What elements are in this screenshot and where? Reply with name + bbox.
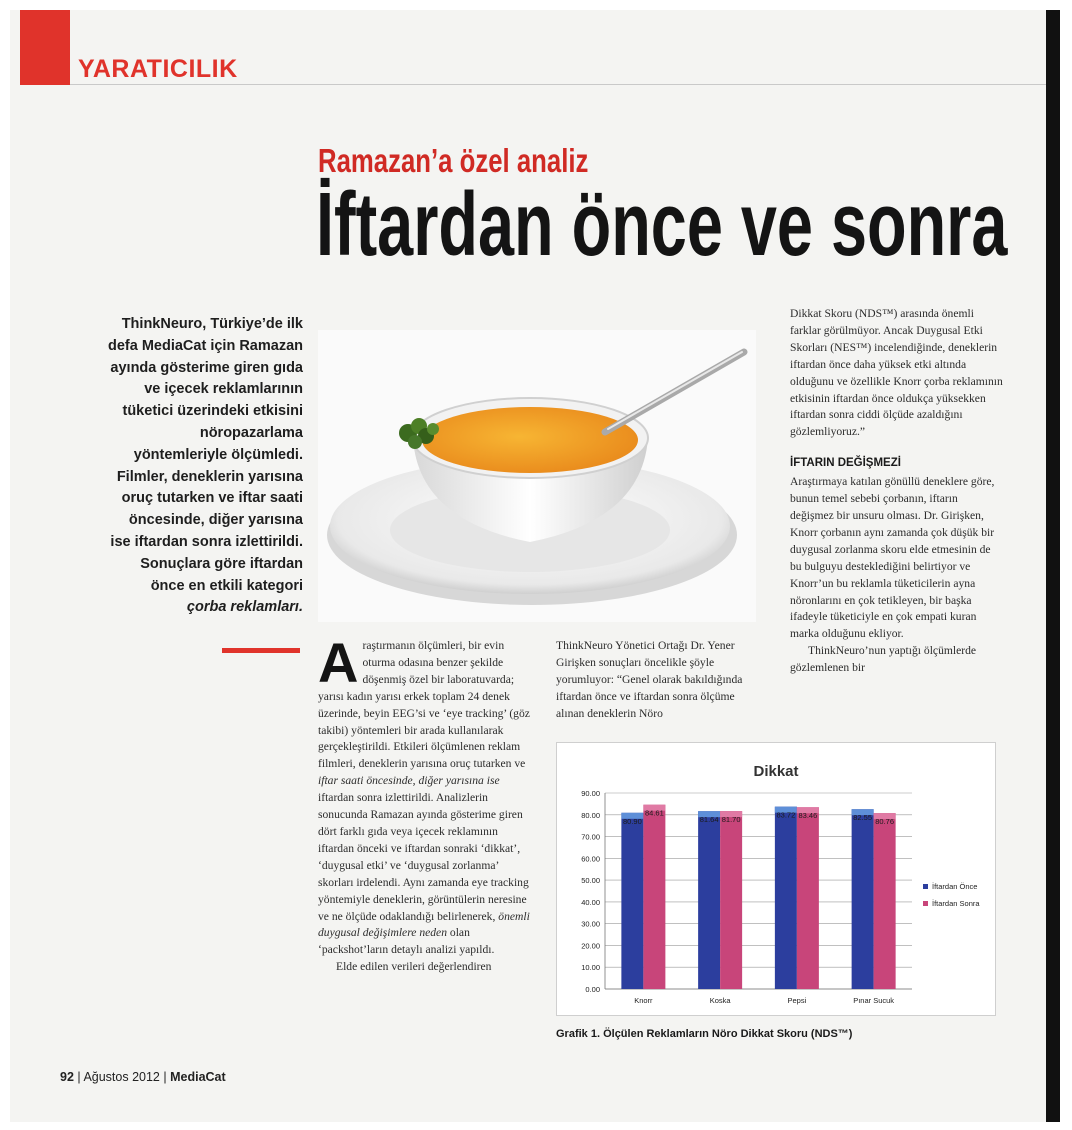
chart-caption: Grafik 1. Ölçülen Reklamların Nöro Dikkat Skoru (NDS™) (556, 1028, 853, 1040)
y-tick-label: 0.00 (585, 985, 600, 994)
soup-photo (318, 330, 756, 622)
data-label: 81.70 (721, 815, 741, 825)
y-tick-label: 30.00 (581, 919, 600, 929)
chart-svg (557, 743, 995, 1015)
col1-text-b: iftardan sonra izlettirildi. Analizlerin sonucunda Ramazan ayında gösterime giren dört farklı gıda veya içecek reklamının iftardan önceki ve iftardan sonraki ‘dikkat’, ‘duygusal etki’ ve ‘duygusal zorlanma’ skorları irdelendi. Aynı zamanda eye tracking yöntemiyle deneklerin, görüntülerin neresine ve ne ölçüde odaklandığı belirlenerek, (318, 791, 529, 923)
drop-cap: A (318, 631, 359, 694)
bar (643, 805, 665, 989)
lead-rule (222, 648, 300, 653)
col1-paragraph-1 (318, 631, 534, 959)
y-tick-label: 60.00 (581, 854, 600, 864)
footer-separator-1: | (77, 1070, 81, 1084)
col1-italic-a: iftar saati öncesinde, diğer yarısına ise (318, 774, 500, 788)
y-tick-label: 40.00 (581, 897, 600, 907)
bar (874, 813, 896, 989)
article-headline: İftardan önce ve sonra (316, 175, 1008, 275)
x-tick-label: Pınar Sucuk (853, 996, 895, 1005)
col2-paragraph-1: ThinkNeuro Yönetici Ortağı Dr. Yener Girişken sonuçları öncelikle şöyle yorumluyor: “Genel olarak bakıldığında iftardan önce ve iftardan sonra ölçüme alınan deneklerin Nöro (556, 639, 743, 720)
article-column-2 (556, 638, 762, 723)
bar (698, 811, 720, 989)
spoon-highlight (608, 352, 742, 429)
header-rule (70, 84, 1046, 85)
legend-label: İftardan Sonra (932, 899, 980, 908)
y-tick-label: 80.00 (581, 810, 600, 820)
lead-italic: çorba reklamları. (186, 599, 303, 616)
y-tick-label: 90.00 (581, 789, 600, 798)
x-tick-label: Knorr (634, 996, 653, 1005)
article-column-1 (318, 631, 534, 976)
x-tick-label: Pepsi (787, 996, 807, 1005)
issue-date: Ağustos 2012 (83, 1070, 160, 1084)
lead-text: ThinkNeuro, Türkiye’de ilk defa MediaCat için Ramazan ayında gösterime giren gıda ve içecek reklamlarının tüketici üzerindeki etkisini nöropazarlama yöntemleriyle ölçümledi. Filmler, deneklerin yarısına oruç tutarken ve iftar saati öncesinde, diğer yarısına ise iftardan sonra izlettirildi. Sonuçlara göre iftardan önce en etkili kategori (108, 316, 303, 594)
col1-italic-b: önemli duygusal değişimlere neden (318, 909, 530, 940)
bar (797, 807, 819, 989)
page-number: 92 (60, 1070, 74, 1084)
legend-swatch (923, 901, 928, 906)
col1-text-c: olan ‘packshot’ların detaylı analizi yapıldı. (318, 926, 495, 957)
chart-title: Dikkat (753, 763, 799, 780)
data-label: 82.55 (853, 813, 873, 823)
data-label: 83.72 (776, 810, 796, 820)
bar (720, 811, 742, 989)
attention-chart (556, 742, 996, 1016)
section-color-block (20, 10, 70, 85)
article-column-3 (790, 306, 1004, 677)
section-label: YARATICILIK (78, 55, 238, 83)
y-tick-label: 70.00 (581, 832, 600, 842)
soup (422, 407, 638, 473)
lead-paragraph (108, 314, 303, 619)
bar (852, 809, 874, 989)
col3-subhead: İFTARIN DEĞİŞMEZİ (790, 457, 901, 470)
article-kicker: Ramazan’a özel analiz (318, 142, 589, 179)
col3-paragraph-2: Araştırmaya katılan gönüllü deneklere göre, bunun temel sebebi çorbanın, iftarın değişmez bir unsuru olması. Dr. Girişken, Knorr çorbanın aynı zamanda çok düşük bir duygusal zorlanma skoru elde etmesinin de bu bulguyu desteklediğini belirtiyor ve Knorr’un bu reklamla tüketicilerin ayna nöronlarını en çok tetikleyen, bir başka ifadeyle tüketiciyle en çok empati kuran marka olduğunu ekliyor. (790, 475, 995, 641)
y-tick-label: 10.00 (581, 963, 600, 973)
bar (621, 813, 643, 989)
footer-separator-2: | (163, 1070, 167, 1084)
data-label: 83.46 (798, 811, 818, 821)
legend-label: İftardan Önce (932, 882, 978, 891)
spoon-handle (605, 352, 744, 432)
y-tick-label: 50.00 (581, 876, 600, 886)
data-label: 81.64 (699, 815, 719, 825)
col3-paragraph-3: ThinkNeuro’nun yaptığı ölçümlerde gözlemlenen bir (790, 644, 977, 675)
y-tick-label: 20.00 (581, 941, 600, 951)
legend-swatch (923, 884, 928, 889)
page-footer (60, 1070, 226, 1084)
data-label: 80.76 (875, 817, 895, 827)
col1-paragraph-2: Elde edilen verileri değerlendiren (336, 960, 492, 974)
page-edge-shadow (1046, 10, 1060, 1122)
x-tick-label: Koska (709, 996, 731, 1005)
data-label: 84.61 (644, 808, 664, 818)
col3-paragraph-1: Dikkat Skoru (NDS™) arasında önemli farklar görülmüyor. Ancak Duygusal Etki Skorları (NES™) incelendiğinde, deneklerin iftardan önce daha yüksek etki altında olduğunu ve özellikle Knorr çorba reklamının etkisinin iftardan önce oldukça yüksekken iftardan sonra ciddi ölçüde azaldığını gözlemliyoruz.” (790, 307, 1003, 439)
data-label: 80.90 (622, 816, 642, 826)
col1-text-a: raştırmanın ölçümleri, bir evin oturma odasına benzer şekilde döşenmiş özel bir laboratuvarda; yarısı kadın yarısı erkek toplam 24 denek üzerinde, beyin EEG’si ve ‘eye tracking’ (göz takibi) yöntemleri bir arada kullanılarak gerçekleştirildi. Etkileri ölçümlenen reklam filmleri, deneklerin yarısına oruç tutarken ve (318, 639, 530, 771)
bar (775, 807, 797, 989)
magazine-brand: MediaCat (170, 1070, 226, 1084)
